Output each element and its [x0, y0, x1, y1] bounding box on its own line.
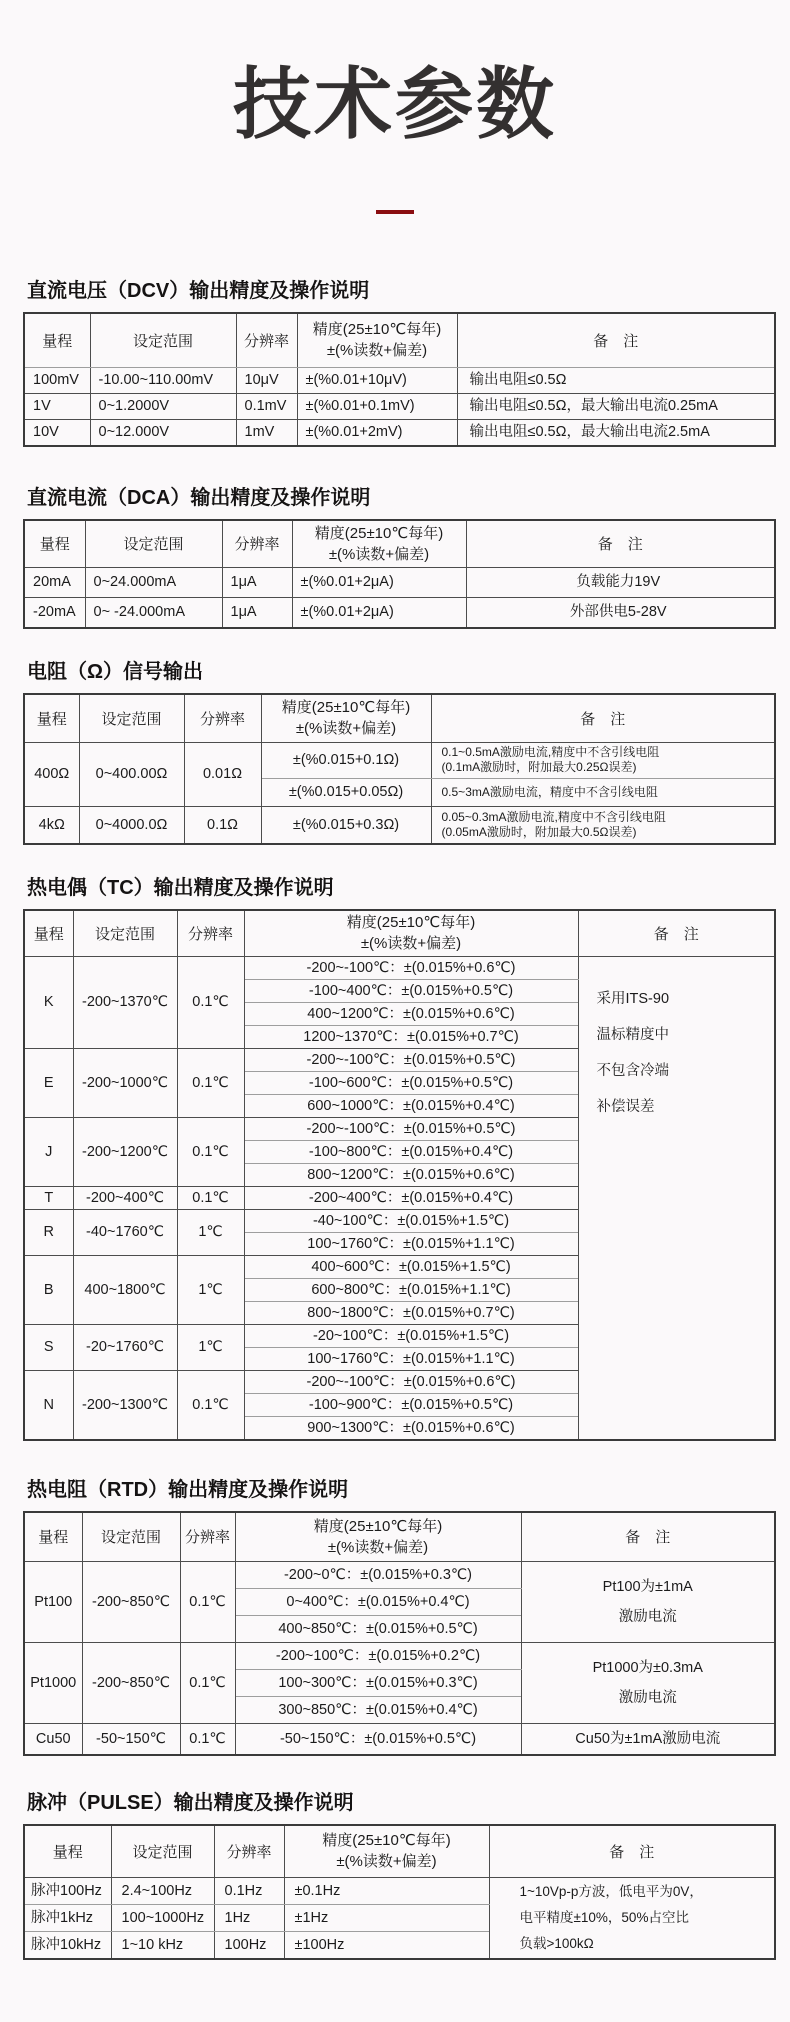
cell-resolution: 1Hz	[214, 1904, 284, 1931]
header-set-range: 设定范围	[79, 694, 184, 742]
rtd-header-row	[24, 1512, 775, 1562]
pulse-header-row	[24, 1825, 775, 1877]
section-title-dcv: 直流电压（DCV）输出精度及操作说明	[27, 280, 370, 302]
remark-line: 0.1~0.5mA激励电流,精度中不含引线电阻	[441, 745, 660, 759]
cell-accuracy: 300~850℃：±(0.015%+0.4℃)	[235, 1697, 521, 1724]
cell-range: B	[24, 1255, 73, 1324]
cell-accuracy: -200~-100℃：±(0.015%+0.6℃)	[244, 1370, 578, 1393]
cell-range: 1V	[24, 393, 90, 419]
cell-range: J	[24, 1117, 73, 1186]
accuracy-header-line1: 精度(25±10℃每年)	[281, 699, 411, 717]
cell-set-range: -200~400℃	[73, 1186, 177, 1209]
accuracy-header-line2: ±(%读数+偏差)	[327, 1538, 429, 1556]
header-range: 量程	[24, 1825, 111, 1877]
table-row	[24, 1724, 775, 1756]
cell-set-range: -200~1200℃	[73, 1117, 177, 1186]
header-resolution: 分辨率	[236, 313, 297, 367]
header-accuracy	[244, 910, 578, 956]
cell-accuracy: 800~1200℃：±(0.015%+0.6℃)	[244, 1163, 578, 1186]
cell-range: E	[24, 1048, 73, 1117]
dcv-header-row	[24, 313, 775, 367]
header-remark: 备 注	[457, 313, 775, 367]
cell-accuracy: ±(%0.01+2μA)	[292, 598, 466, 629]
cell-accuracy: -200~0℃：±(0.015%+0.3℃)	[235, 1562, 521, 1589]
cell-set-range: 1~10 kHz	[111, 1931, 214, 1959]
cell-accuracy: -100~900℃：±(0.015%+0.5℃)	[244, 1393, 578, 1416]
cell-set-range: -200~1300℃	[73, 1370, 177, 1440]
cell-accuracy: -100~400℃：±(0.015%+0.5℃)	[244, 979, 578, 1002]
header-resolution: 分辨率	[177, 910, 244, 956]
table-row	[24, 956, 775, 979]
page-title: 技术参数	[232, 60, 557, 148]
cell-remark	[489, 1877, 775, 1959]
cell-resolution: 1℃	[177, 1324, 244, 1370]
cell-remark: 负载能力19V	[466, 568, 775, 598]
table-row	[24, 1877, 775, 1904]
section-title-dca: 直流电流（DCA）输出精度及操作说明	[27, 486, 371, 509]
header-set-range: 设定范围	[85, 520, 222, 568]
header-set-range: 设定范围	[73, 910, 177, 956]
cell-accuracy: 900~1300℃：±(0.015%+0.6℃)	[244, 1416, 578, 1440]
cell-set-range: 2.4~100Hz	[111, 1877, 214, 1904]
accuracy-header-line2: ±(%读数+偏差)	[326, 342, 428, 360]
header-remark: 备 注	[521, 1512, 775, 1562]
cell-resolution: 1mV	[236, 419, 297, 446]
cell-range: S	[24, 1324, 73, 1370]
table-row	[24, 598, 775, 629]
remark-line: (0.05mA激励时，附加最大0.5Ω误差)	[441, 824, 637, 839]
cell-accuracy: -40~100℃：±(0.015%+1.5℃)	[244, 1209, 578, 1232]
cell-range: 4kΩ	[24, 806, 79, 844]
dcv-table	[23, 312, 776, 447]
cell-set-range: 0~24.000mA	[85, 568, 222, 598]
cell-set-range: -40~1760℃	[73, 1209, 177, 1255]
cell-accuracy: -200~-100℃：±(0.015%+0.5℃)	[244, 1117, 578, 1140]
header-range: 量程	[24, 520, 85, 568]
remark-line: Pt1000为±0.3mA	[592, 1660, 703, 1676]
cell-set-range: -200~1000℃	[73, 1048, 177, 1117]
resistance-table	[23, 693, 776, 845]
section-title-pulse: 脉冲（PULSE）输出精度及操作说明	[27, 1792, 354, 1814]
cell-range: 脉冲1kHz	[24, 1904, 111, 1931]
remark-line: 激励电流	[618, 1609, 677, 1625]
cell-resolution: 0.01Ω	[184, 742, 261, 806]
cell-set-range: 0~1.2000V	[90, 393, 236, 419]
remark-line: 不包含冷端	[596, 1062, 669, 1079]
cell-set-range: 0~4000.0Ω	[79, 806, 184, 844]
cell-remark	[521, 1643, 775, 1724]
header-resolution: 分辨率	[184, 694, 261, 742]
cell-accuracy: -100~600℃：±(0.015%+0.5℃)	[244, 1071, 578, 1094]
cell-set-range: -10.00~110.00mV	[90, 367, 236, 393]
cell-resolution: 1μA	[222, 568, 292, 598]
header-remark: 备 注	[431, 694, 775, 742]
cell-accuracy: -100~800℃：±(0.015%+0.4℃)	[244, 1140, 578, 1163]
cell-set-range: -50~150℃	[82, 1724, 180, 1756]
header-accuracy	[297, 313, 457, 367]
cell-set-range: -20~1760℃	[73, 1324, 177, 1370]
cell-range: Cu50	[24, 1724, 82, 1756]
cell-accuracy: ±(%0.015+0.1Ω)	[261, 742, 431, 778]
header-resolution: 分辨率	[222, 520, 292, 568]
cell-range: Pt100	[24, 1562, 82, 1643]
cell-resolution: 0.1mV	[236, 393, 297, 419]
cell-range: 脉冲100Hz	[24, 1877, 111, 1904]
accuracy-header-line2: ±(%读数+偏差)	[360, 935, 462, 953]
accuracy-header-line2: ±(%读数+偏差)	[295, 720, 397, 738]
remark-line: 负载>100kΩ	[519, 1935, 594, 1951]
cell-accuracy: ±100Hz	[284, 1931, 489, 1959]
dca-table	[23, 519, 776, 630]
dca-header-row	[24, 520, 775, 568]
header-accuracy	[235, 1512, 521, 1562]
remark-line: 激励电流	[618, 1690, 677, 1706]
cell-remark: 输出电阻≤0.5Ω，最大输出电流2.5mA	[457, 419, 775, 446]
header-accuracy	[261, 694, 431, 742]
cell-resolution: 0.1℃	[180, 1724, 235, 1756]
remark-line: 0.05~0.3mA激励电流,精度中不含引线电阻	[441, 809, 666, 824]
cell-accuracy: 400~600℃：±(0.015%+1.5℃)	[244, 1255, 578, 1278]
cell-range: Pt1000	[24, 1643, 82, 1724]
section-title-resistance: 电阻（Ω）信号输出	[27, 661, 204, 683]
cell-set-range: 0~400.00Ω	[79, 742, 184, 806]
accuracy-header-line1: 精度(25±10℃每年)	[313, 1517, 443, 1535]
cell-range: T	[24, 1186, 73, 1209]
cell-set-range: -200~1370℃	[73, 956, 177, 1048]
cell-resolution: 1μA	[222, 598, 292, 629]
cell-range: R	[24, 1209, 73, 1255]
remark-line: Pt100为±1mA	[602, 1579, 693, 1595]
header-set-range: 设定范围	[82, 1512, 180, 1562]
cell-remark: Cu50为±1mA激励电流	[521, 1724, 775, 1756]
cell-range: 脉冲10kHz	[24, 1931, 111, 1959]
accuracy-header-line2: ±(%读数+偏差)	[328, 545, 430, 563]
header-set-range: 设定范围	[111, 1825, 214, 1877]
cell-resolution: 0.1℃	[177, 1117, 244, 1186]
cell-accuracy: 400~1200℃：±(0.015%+0.6℃)	[244, 1002, 578, 1025]
rtd-table	[23, 1511, 776, 1757]
cell-resolution: 0.1℃	[177, 956, 244, 1048]
spec-page	[0, 54, 790, 1960]
cell-remark: 输出电阻≤0.5Ω	[457, 367, 775, 393]
tc-table	[23, 909, 776, 1441]
pulse-table	[23, 1824, 776, 1960]
accuracy-header-line1: 精度(25±10℃每年)	[322, 1832, 451, 1850]
header-range: 量程	[24, 1512, 82, 1562]
table-row	[24, 419, 775, 446]
cell-range: 100mV	[24, 367, 90, 393]
cell-remark: 外部供电5-28V	[466, 598, 775, 629]
cell-remark	[521, 1562, 775, 1643]
remark-line: 电平精度±10%，50%占空比	[519, 1909, 689, 1925]
table-row	[24, 568, 775, 598]
header-range: 量程	[24, 694, 79, 742]
cell-accuracy: -200~400℃：±(0.015%+0.4℃)	[244, 1186, 578, 1209]
cell-accuracy: -50~150℃：±(0.015%+0.5℃)	[235, 1724, 521, 1756]
remark-line: 采用ITS-90	[596, 990, 670, 1007]
table-row	[24, 1643, 775, 1670]
table-row	[24, 393, 775, 419]
cell-accuracy: 600~800℃：±(0.015%+1.1℃)	[244, 1278, 578, 1301]
header-resolution: 分辨率	[180, 1512, 235, 1562]
header-remark: 备 注	[489, 1825, 775, 1877]
cell-remark	[578, 956, 775, 1440]
cell-accuracy: ±(%0.01+0.1mV)	[297, 393, 457, 419]
cell-set-range: 0~ -24.000mA	[85, 598, 222, 629]
accuracy-header-line2: ±(%读数+偏差)	[336, 1853, 437, 1871]
cell-resolution: 0.1℃	[180, 1643, 235, 1724]
cell-accuracy: ±(%0.015+0.3Ω)	[261, 806, 431, 844]
cell-accuracy: 100~1760℃：±(0.015%+1.1℃)	[244, 1347, 578, 1370]
header-remark: 备 注	[466, 520, 775, 568]
cell-accuracy: -20~100℃：±(0.015%+1.5℃)	[244, 1324, 578, 1347]
cell-set-range: -200~850℃	[82, 1562, 180, 1643]
header-accuracy	[284, 1825, 489, 1877]
cell-range: K	[24, 956, 73, 1048]
cell-remark: 输出电阻≤0.5Ω，最大输出电流0.25mA	[457, 393, 775, 419]
cell-accuracy: ±1Hz	[284, 1904, 489, 1931]
table-row	[24, 806, 775, 844]
cell-accuracy: ±(%0.01+2μA)	[292, 568, 466, 598]
header-accuracy	[292, 520, 466, 568]
section-title-tc: 热电偶（TC）输出精度及操作说明	[27, 877, 334, 899]
cell-accuracy: ±(%0.01+2mV)	[297, 419, 457, 446]
cell-accuracy: -200~-100℃：±(0.015%+0.5℃)	[244, 1048, 578, 1071]
cell-accuracy: 600~1000℃：±(0.015%+0.4℃)	[244, 1094, 578, 1117]
cell-resolution: 0.1℃	[180, 1562, 235, 1643]
accuracy-header-line1: 精度(25±10℃每年)	[312, 321, 442, 339]
cell-resolution: 0.1℃	[177, 1048, 244, 1117]
cell-resolution: 1℃	[177, 1209, 244, 1255]
cell-accuracy: 800~1800℃：±(0.015%+0.7℃)	[244, 1301, 578, 1324]
cell-range: 20mA	[24, 568, 85, 598]
table-row	[24, 367, 775, 393]
cell-range: N	[24, 1370, 73, 1440]
remark-line: 1~10Vp-p方波，低电平为0V，	[519, 1883, 703, 1899]
res-header-row	[24, 694, 775, 742]
header-remark: 备 注	[578, 910, 775, 956]
table-row	[24, 742, 775, 778]
cell-remark	[431, 806, 775, 844]
table-row	[24, 1562, 775, 1589]
cell-range: -20mA	[24, 598, 85, 629]
cell-accuracy: ±0.1Hz	[284, 1877, 489, 1904]
cell-accuracy: 0~400℃：±(0.015%+0.4℃)	[235, 1589, 521, 1616]
cell-accuracy: 100~300℃：±(0.015%+0.3℃)	[235, 1670, 521, 1697]
cell-resolution: 1℃	[177, 1255, 244, 1324]
remark-line: (0.1mA激励时，附加最大0.25Ω误差)	[441, 760, 637, 774]
cell-accuracy: -200~-100℃：±(0.015%+0.6℃)	[244, 956, 578, 979]
cell-accuracy: 100~1760℃：±(0.015%+1.1℃)	[244, 1232, 578, 1255]
header-range: 量程	[24, 313, 90, 367]
cell-resolution: 0.1℃	[177, 1186, 244, 1209]
cell-accuracy: 1200~1370℃：±(0.015%+0.7℃)	[244, 1025, 578, 1048]
cell-accuracy: -200~100℃：±(0.015%+0.2℃)	[235, 1643, 521, 1670]
tc-header-row	[24, 910, 775, 956]
cell-resolution: 100Hz	[214, 1931, 284, 1959]
cell-accuracy: 400~850℃：±(0.015%+0.5℃)	[235, 1616, 521, 1643]
cell-set-range: 0~12.000V	[90, 419, 236, 446]
cell-range: 400Ω	[24, 742, 79, 806]
cell-range: 10V	[24, 419, 90, 446]
cell-remark: 0.5~3mA激励电流，精度中不含引线电阻	[431, 778, 775, 806]
cell-set-range: 100~1000Hz	[111, 1904, 214, 1931]
cell-resolution: 0.1Ω	[184, 806, 261, 844]
accuracy-header-line1: 精度(25±10℃每年)	[346, 914, 476, 932]
cell-resolution: 0.1℃	[177, 1370, 244, 1440]
title-accent-dash	[376, 210, 414, 214]
cell-remark	[431, 742, 775, 778]
header-set-range: 设定范围	[90, 313, 236, 367]
header-resolution: 分辨率	[214, 1825, 284, 1877]
cell-set-range: 400~1800℃	[73, 1255, 177, 1324]
cell-resolution: 0.1Hz	[214, 1877, 284, 1904]
accuracy-header-line1: 精度(25±10℃每年)	[314, 524, 444, 542]
remark-line: 补偿误差	[596, 1098, 655, 1115]
remark-line: 温标精度中	[596, 1026, 669, 1043]
cell-accuracy: ±(%0.015+0.05Ω)	[261, 778, 431, 806]
cell-resolution: 10μV	[236, 367, 297, 393]
cell-set-range: -200~850℃	[82, 1643, 180, 1724]
cell-accuracy: ±(%0.01+10μV)	[297, 367, 457, 393]
header-range: 量程	[24, 910, 73, 956]
section-title-rtd: 热电阻（RTD）输出精度及操作说明	[27, 1478, 349, 1501]
